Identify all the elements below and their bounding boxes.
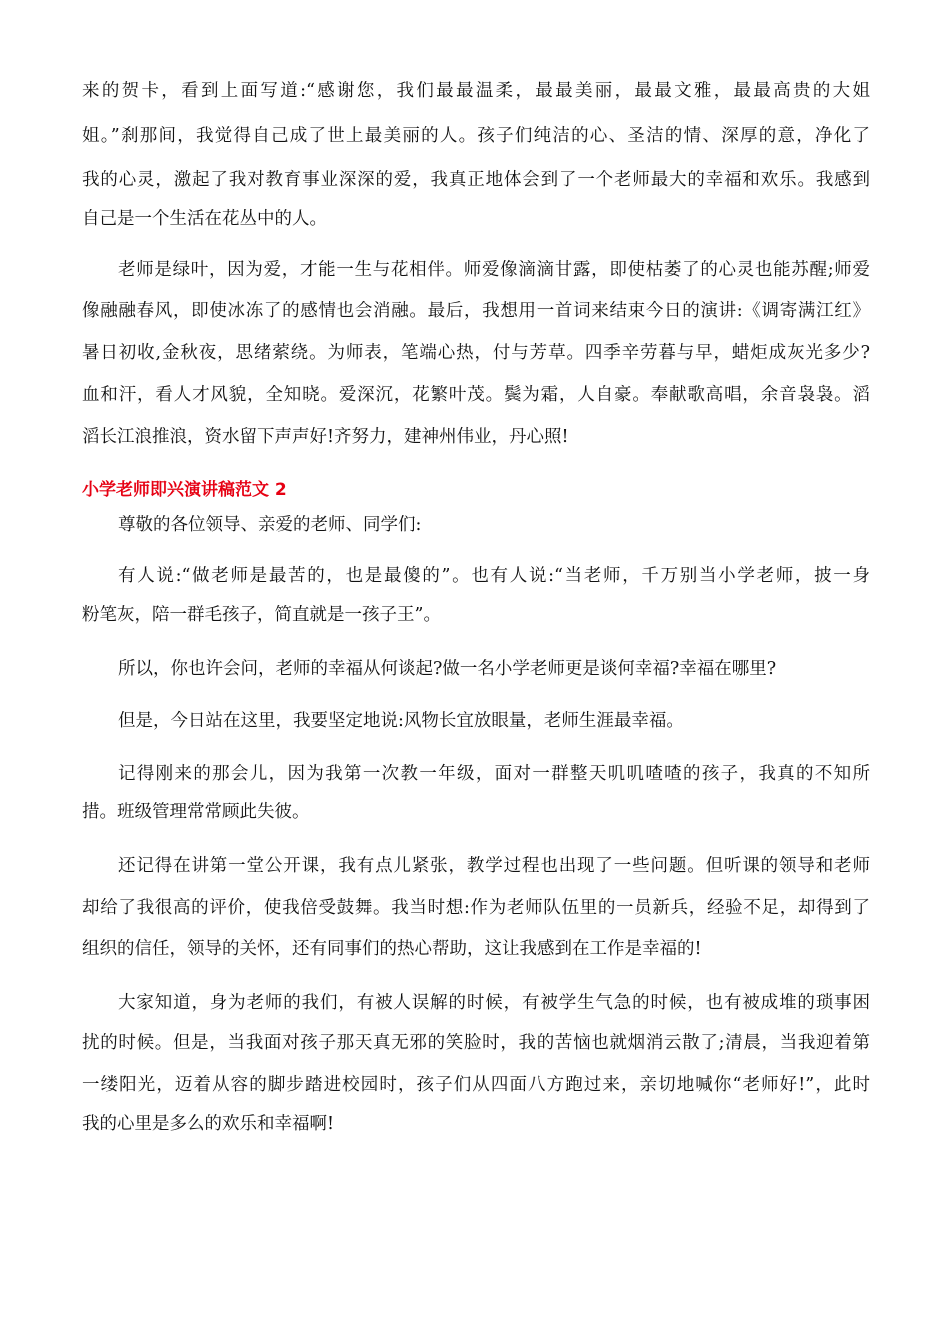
paragraph-line: 粉笔灰，陪一群毛孩子，简直就是一孩子王”。 [82, 605, 441, 625]
paragraph-line: 来的贺卡，看到上面写道:“感谢您，我们最最温柔，最最美丽，最最文雅，最最高贵的大姐 [82, 81, 870, 101]
paragraph-line: 暑日初收,金秋夜，思绪萦绕。为师表，笔端心热，付与芳草。四季辛劳暮与早，蜡炬成灰光多少? [82, 343, 870, 363]
paragraph-line: 像融融春风，即使冰冻了的感情也会消融。最后，我想用一首词来结束今日的演讲:《调寄满江红》 [82, 301, 870, 321]
paragraph-line: 一缕阳光，迈着从容的脚步踏进校园时，孩子们从四面八方跑过来，亲切地喊你“老师好!”，此时 [82, 1075, 870, 1095]
paragraph-line: 还记得在讲第一堂公开课，我有点儿紧张，教学过程也出现了一些问题。但听课的领导和老师 [118, 856, 870, 876]
paragraph-line: 自己是一个生活在花丛中的人。 [82, 209, 327, 229]
paragraph-line: 有人说:“做老师是最苦的，也是最傻的”。也有人说:“当老师，千万别当小学老师，披一身 [118, 566, 870, 586]
paragraph-line: 滔长江浪推浪，资水留下声声好!齐努力，建神州伟业，丹心照! [82, 427, 569, 447]
paragraph-line: 组织的信任，领导的关怀，还有同事们的热心帮助，这让我感到在工作是幸福的! [82, 939, 702, 959]
paragraph-line: 尊敬的各位领导、亲爱的老师、同学们: [118, 515, 422, 535]
paragraph-line: 我的心灵，激起了我对教育事业深深的爱，我真正地体会到了一个老师最大的幸福和欢乐。我感到 [82, 170, 870, 190]
paragraph-line: 却给了我很高的评价，使我倍受鼓舞。我当时想:作为老师队伍里的一员新兵，经验不足，却得到了 [82, 898, 870, 918]
paragraph-line: 血和汗，看人才风貌，全知晓。爱深沉，花繁叶茂。鬓为霜，人自豪。奉献歌高唱，余音袅袅。滔 [82, 385, 870, 405]
section-heading: 小学老师即兴演讲稿范文 2 [82, 480, 287, 500]
paragraph-line: 但是，今日站在这里，我要坚定地说:风物长宜放眼量，老师生涯最幸福。 [118, 711, 684, 731]
paragraph-line: 老师是绿叶，因为爱，才能一生与花相伴。师爱像滴滴甘露，即使枯萎了的心灵也能苏醒;师爱 [118, 260, 870, 280]
paragraph-line: 措。班级管理常常顾此失彼。 [82, 802, 310, 822]
paragraph-line: 我的心里是多么的欢乐和幸福啊! [82, 1114, 335, 1134]
paragraph-line: 所以，你也许会问，老师的幸福从何谈起?做一名小学老师更是谈何幸福?幸福在哪里? [118, 659, 777, 679]
paragraph-line: 姐。”刹那间，我觉得自己成了世上最美丽的人。孩子们纯洁的心、圣洁的情、深厚的意，净化了 [82, 126, 870, 146]
paragraph-line: 记得刚来的那会儿，因为我第一次教一年级，面对一群整天叽叽喳喳的孩子，我真的不知所 [118, 764, 870, 784]
paragraph-line: 大家知道，身为老师的我们，有被人误解的时候，有被学生气急的时候，也有被成堆的琐事困 [118, 993, 870, 1013]
paragraph-line: 扰的时候。但是，当我面对孩子那天真无邪的笑脸时，我的苦恼也就烟消云散了;清晨，当我迎着第 [82, 1033, 870, 1053]
